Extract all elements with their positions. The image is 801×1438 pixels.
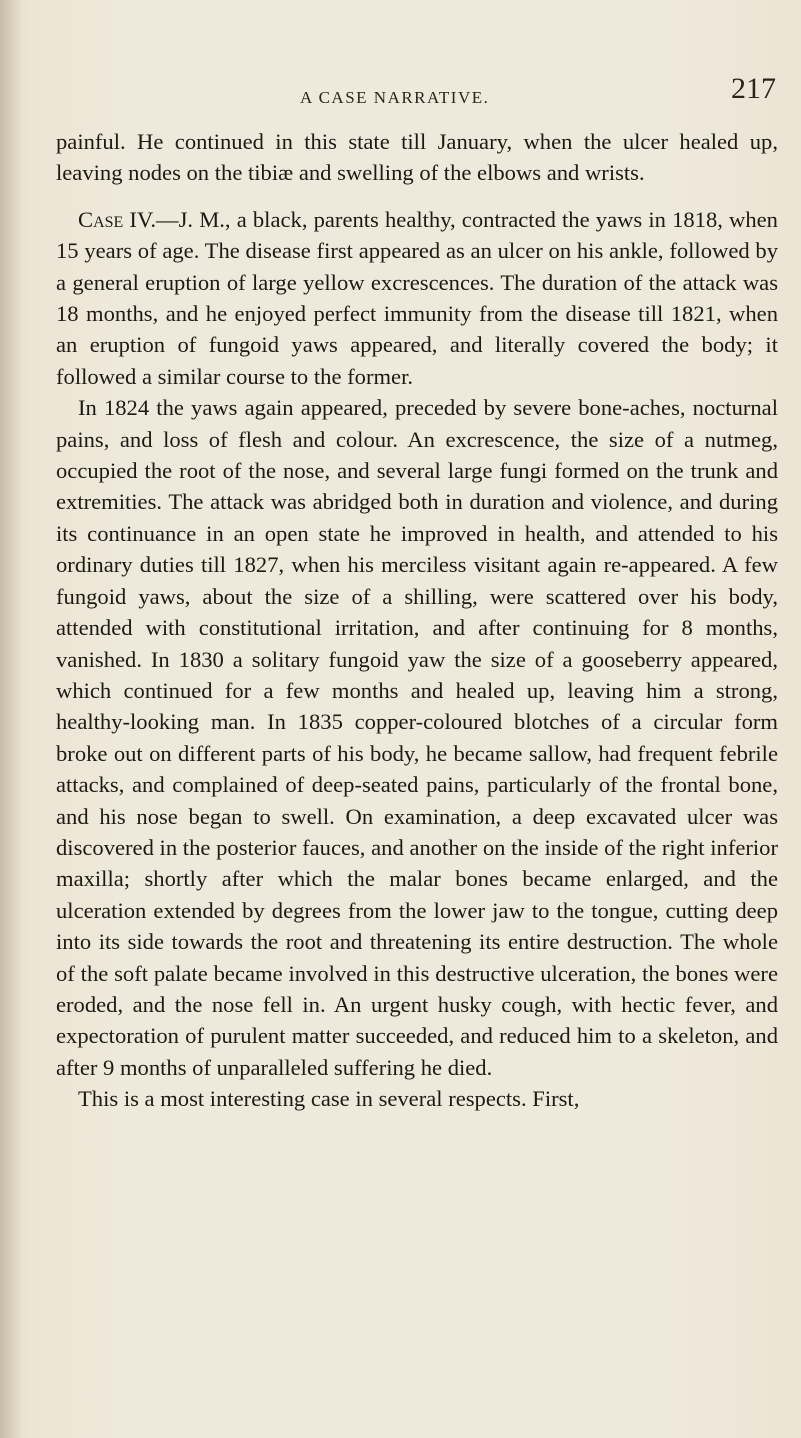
paragraph-closing: This is a most interesting case in several respects. First, [78, 1086, 580, 1112]
body-text [56, 126, 778, 1115]
paragraph-continuation: painful. He continued in this state till January, when the ulcer healed up, leaving nodes on the tibiæ and swelling of the elbows and wrists. [56, 129, 778, 186]
page-number: 217 [731, 72, 776, 105]
paragraph-case-iv [56, 204, 778, 392]
case-iv-text: —J. M., a black, parents healthy, contracted the yaws in 1818, when 15 years of age. The disease first appeared as an ulcer on his ankle, followed by a general eruption of large yellow excrescences. The duration of the attack was 18 months, and he enjoyed perfect immunity from the disease till 1821, when an eruption of fungoid yaws appeared, and literally covered the body; it followed a similar course to the former. [56, 206, 778, 389]
case-heading: Case IV. [78, 206, 157, 232]
binding-shadow [0, 0, 22, 1438]
paragraph-1824: In 1824 the yaws again appeared, preceded by severe bone-aches, nocturnal pains, and loss of flesh and colour. An excrescence, the size of a nutmeg, occupied the root of the nose, and several large fungi formed on the trunk and extremities. The attack was abridged both in duration and violence, and during its continuance in an open state he improved in health, and attended to his ordinary duties till 1827, when his merciless visitant again re-appeared. A few fungoid yaws, about the size of a shilling, were scattered over his body, attended with constitutional irritation, and after continuing for 8 months, vanished. In 1830 a solitary fungoid yaw the size of a gooseberry appeared, which continued for a few months and healed up, leaving him a strong, healthy-looking man. In 1835 copper-coloured blotches of a circular form broke out on different parts of his body, he became sallow, had frequent febrile attacks, and complained of deep-seated pains, particularly of the frontal bone, and his nose began to swell. On examination, a deep excavated ulcer was discovered in the posterior fauces, and another on the inside of the right inferior maxilla; shortly after which the malar bones became enlarged, and the ulceration extended by degrees from the lower jaw to the tongue, cutting deep into its side towards the root and threatening its entire destruction. The whole of the soft palate became involved in this destructive ulceration, the bones were eroded, and the nose fell in. An urgent husky cough, with hectic fever, and expectoration of purulent matter succeeded, and reduced him to a skeleton, and after 9 months of unparalleled suffering he died. [56, 395, 778, 1080]
running-head: A CASE NARRATIVE. [300, 88, 490, 107]
page-header [56, 72, 776, 120]
